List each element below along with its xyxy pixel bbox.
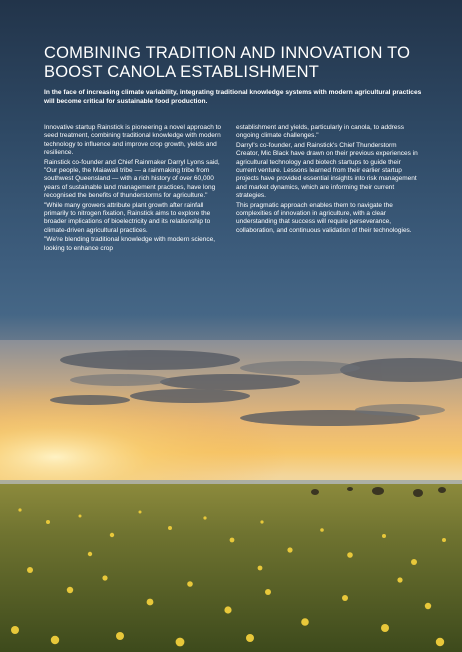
right-paragraph-1: establishment and yields, particularly in canola, to address ongoing climate challenges." bbox=[236, 124, 405, 140]
right-paragraph-2: Darryl's co-founder, and Rainstick's Chief Thunderstorm Creator, Mic Black have drawn on their previous experiences in agricultural technology and biotech startups to guide their current venture. Lessons learned from their earlier startup projects have provided essential insights into risk management and market dynamics, which are informing their current strategies. bbox=[236, 142, 418, 199]
left-paragraph-2: Rainstick co-founder and Chief Rainmaker Darryl Lyons said, "Our people, the Maiawali tribe — a rainmaking tribe from southwest Queensland — with a rich history of over 60,000 years of sustainable land management practices, have long recognised the benefits of thunderstorms for agriculture." bbox=[44, 158, 220, 199]
left-paragraph-1: Innovative startup Rainstick is pioneering a novel approach to seed treatment, combining traditional knowledge with modern technology to influence and improve crop growth, yields and resilience. bbox=[44, 124, 222, 156]
canola-field-sunset-photo bbox=[0, 340, 462, 652]
canola-field-illustration bbox=[0, 340, 462, 652]
left-paragraph-4: "We're blending traditional knowledge with modern science, looking to enhance crop bbox=[44, 236, 216, 252]
article-column-right bbox=[236, 124, 418, 236]
article-column-left bbox=[44, 124, 224, 254]
left-paragraph-3: "While many growers attribute plant growth after rainfall primarily to nitrogen fixation, Rainstick aims to explore the broader implications of bioelectricity and its relationship to climate-driven agricultural practices. bbox=[44, 201, 211, 234]
article-intro: In the face of increasing climate variability, integrating traditional knowledge systems with modern agricultural practices will become critical for sustainable food production. bbox=[44, 89, 422, 105]
article-title: COMBINING TRADITION AND INNOVATION TO BOOST CANOLA ESTABLISHMENT bbox=[44, 44, 411, 81]
right-paragraph-3: This pragmatic approach enables them to navigate the complexities of innovation in agriculture, with a clear understanding that success will require perseverance, collaboration, and continuous validation of their technologies. bbox=[236, 201, 412, 234]
